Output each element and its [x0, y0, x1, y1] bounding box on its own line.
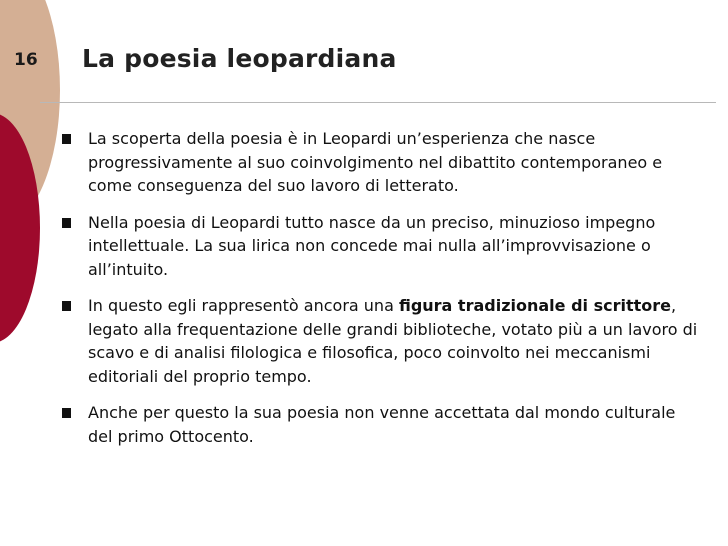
bullet-text: Anche per questo la sua poesia non venne accettata dal mondo culturale del primo Ottocento.	[88, 403, 676, 446]
slide-title: La poesia leopardiana	[82, 44, 397, 73]
bullet-text: La scoperta della poesia è in Leopardi un’esperienza che nasce progressivamente al suo coinvolgimento nel dibattito contemporaneo e come conseguenza del suo lavoro di letterato.	[88, 129, 663, 195]
square-bullet-icon	[62, 408, 71, 418]
bullet-item	[62, 401, 702, 448]
square-bullet-icon	[62, 218, 71, 228]
bullet-list	[62, 127, 702, 461]
square-bullet-icon	[62, 301, 71, 311]
bullet-text: In questo egli rappresentò ancora una figura tradizionale di scrittore, legato alla frequentazione delle grandi biblioteche, votato più a un lavoro di scavo e di analisi filologica e filosofica, poco coinvolto nei meccanismi editoriali del proprio tempo.	[88, 296, 698, 386]
bullet-item	[62, 294, 702, 388]
title-divider	[40, 102, 716, 103]
bullet-text: Nella poesia di Leopardi tutto nasce da un preciso, minuzioso impegno intellettuale. La sua lirica non concede mai nulla all’improvvisazione o all’intuito.	[88, 212, 656, 279]
bullet-item	[62, 211, 702, 282]
bullet-item	[62, 127, 702, 198]
emphasis-text: figura tradizionale di scrittore	[398, 296, 671, 315]
slide-number: 16	[14, 50, 38, 70]
square-bullet-icon	[62, 134, 71, 144]
